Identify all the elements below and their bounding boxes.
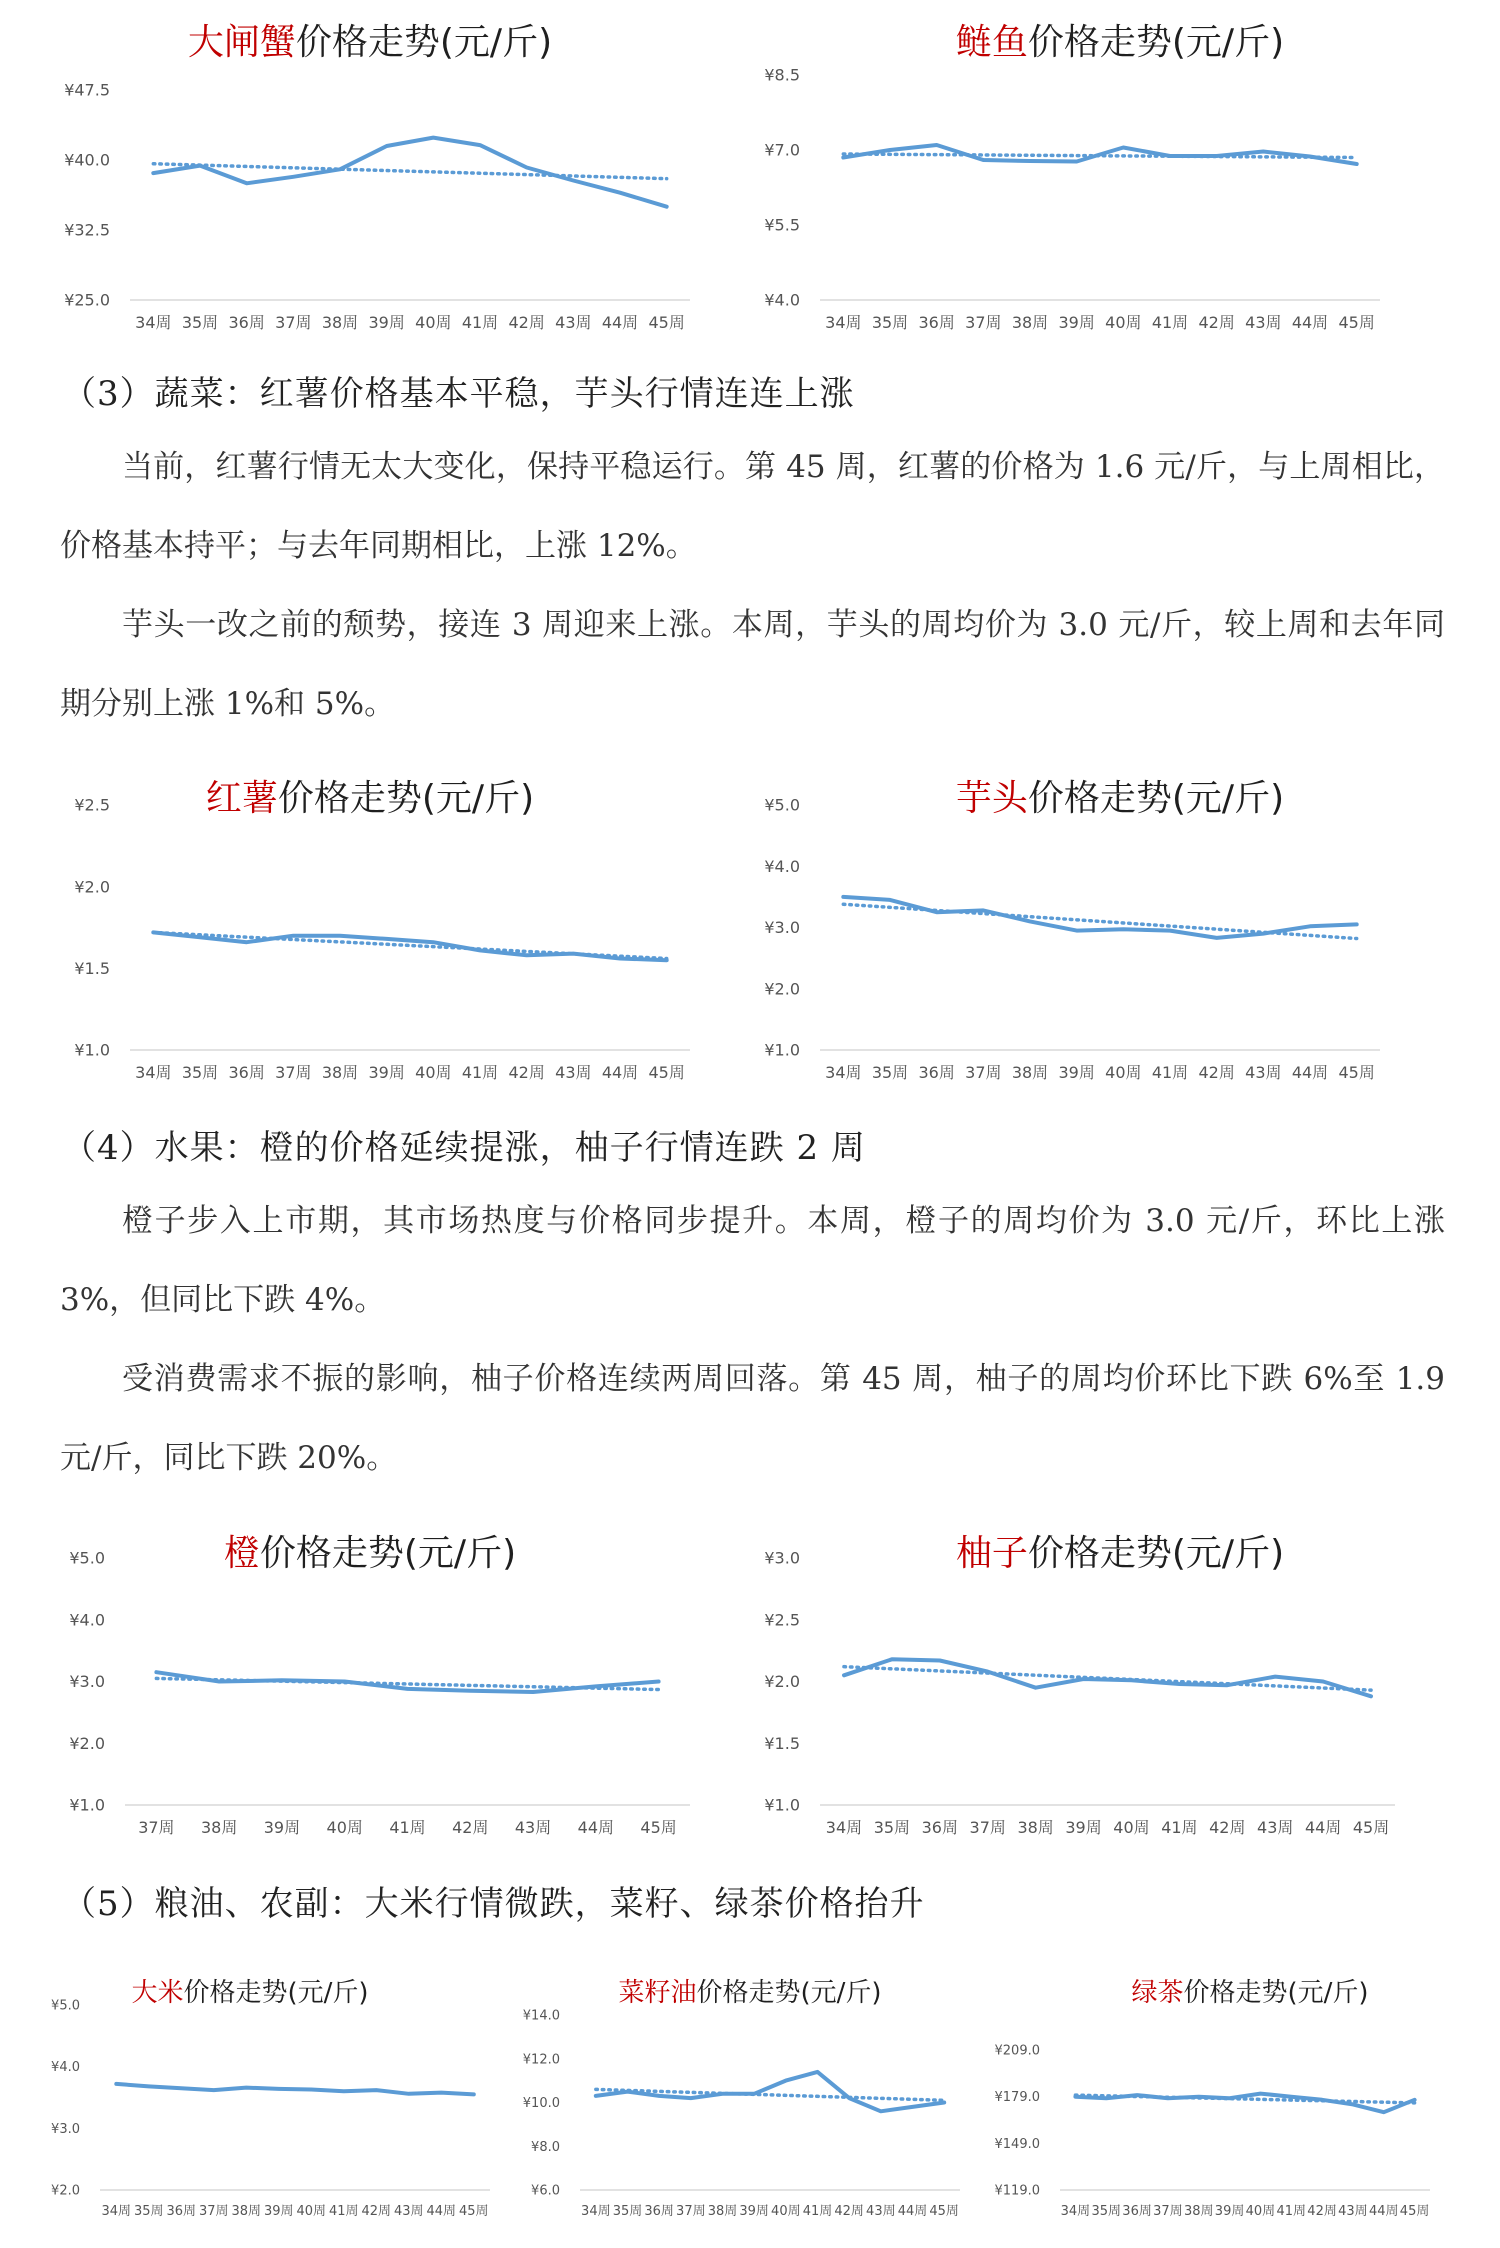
x-tick-label: 45周 bbox=[648, 313, 685, 332]
y-tick-label: ¥5.0 bbox=[51, 1998, 80, 2014]
x-tick-label: 40周 bbox=[1105, 313, 1142, 332]
x-tick-label: 38周 bbox=[1011, 313, 1049, 332]
x-tick-label: 34周 bbox=[825, 1063, 862, 1082]
y-tick-label: ¥3.0 bbox=[764, 1548, 800, 1568]
x-tick-label: 36周 bbox=[918, 313, 955, 332]
paragraph-pomelo: 受消费需求不振的影响，柚子价格连续两周回落。第 45 周，柚子的周均价环比下跌 6%至 1.9 元/斤，同比下跌 20%。 bbox=[60, 1361, 1445, 1476]
y-tick-label: ¥5.0 bbox=[69, 1548, 105, 1568]
y-tick-label: ¥3.0 bbox=[69, 1672, 105, 1692]
x-tick-label: 39周 bbox=[1058, 313, 1095, 332]
x-tick-label: 43周 bbox=[1245, 313, 1282, 332]
x-tick-label: 42周 bbox=[1198, 1063, 1235, 1082]
x-tick-label: 37周 bbox=[138, 1818, 175, 1837]
y-tick-label: ¥2.0 bbox=[51, 2183, 80, 2199]
y-tick-label: ¥3.0 bbox=[764, 918, 800, 938]
series-line bbox=[153, 138, 666, 207]
chart-title-rest: 价格走势(元/斤) bbox=[259, 1533, 517, 1574]
y-tick-label: ¥1.0 bbox=[69, 1795, 105, 1815]
x-tick-label: 45周 bbox=[1338, 1063, 1375, 1082]
x-tick-label: 41周 bbox=[1161, 1818, 1198, 1837]
x-tick-label: 45周 bbox=[458, 2204, 489, 2219]
y-tick-label: ¥4.0 bbox=[764, 290, 800, 310]
chart-title-rest: 价格走势(元/斤) bbox=[295, 22, 553, 63]
x-tick-label: 34周 bbox=[101, 2204, 132, 2219]
x-tick-label: 40周 bbox=[1113, 1818, 1150, 1837]
x-tick-label: 34周 bbox=[135, 1063, 172, 1082]
x-tick-label: 41周 bbox=[802, 2204, 833, 2219]
series-line bbox=[156, 1672, 658, 1692]
x-tick-label: 45周 bbox=[648, 1063, 685, 1082]
x-tick-label: 37周 bbox=[965, 1063, 1002, 1082]
x-tick-label: 38周 bbox=[321, 1063, 359, 1082]
y-tick-label: ¥3.0 bbox=[51, 2121, 80, 2137]
chart-title-rest: 价格走势(元/斤) bbox=[1027, 22, 1285, 63]
chart-title-highlight: 菜籽油 bbox=[618, 1978, 697, 2008]
y-tick-label: ¥5.0 bbox=[764, 795, 800, 815]
x-tick-label: 35周 bbox=[871, 1063, 909, 1082]
x-tick-label: 40周 bbox=[296, 2204, 327, 2219]
x-tick-label: 38周 bbox=[200, 1818, 238, 1837]
x-tick-label: 35周 bbox=[181, 1063, 219, 1082]
chart-title-rest: 价格走势(元/斤) bbox=[696, 1978, 882, 2008]
paragraph-taro: 芋头一改之前的颓势，接连 3 周迎来上涨。本周，芋头的周均价为 3.0 元/斤，较上周和去年同期分别上涨 1%和 5%。 bbox=[60, 607, 1445, 722]
y-tick-label: ¥14.0 bbox=[522, 2008, 560, 2024]
y-tick-label: ¥10.0 bbox=[522, 2096, 560, 2112]
x-tick-label: 39周 bbox=[1065, 1818, 1102, 1837]
x-tick-label: 43周 bbox=[1257, 1818, 1294, 1837]
y-tick-label: ¥2.0 bbox=[74, 877, 110, 897]
y-tick-label: ¥1.0 bbox=[764, 1040, 800, 1060]
x-tick-label: 44周 bbox=[601, 1063, 639, 1082]
x-tick-label: 44周 bbox=[897, 2204, 928, 2219]
chart-title-highlight: 红薯 bbox=[205, 778, 278, 819]
chart-title bbox=[1000, 1972, 1500, 2009]
x-tick-label: 39周 bbox=[739, 2204, 769, 2219]
x-tick-label: 38周 bbox=[321, 313, 359, 332]
x-tick-label: 43周 bbox=[555, 1063, 592, 1082]
x-tick-label: 34周 bbox=[825, 313, 862, 332]
x-tick-label: 36周 bbox=[228, 1063, 265, 1082]
x-tick-label: 43周 bbox=[1245, 1063, 1282, 1082]
chart-green-tea bbox=[994, 1960, 1500, 2248]
x-tick-label: 37周 bbox=[969, 1818, 1006, 1837]
x-tick-label: 41周 bbox=[328, 2204, 359, 2219]
x-tick-label: 41周 bbox=[1276, 2204, 1307, 2219]
x-tick-label: 35周 bbox=[1091, 2204, 1122, 2219]
chart-pomelo bbox=[740, 1510, 1500, 1855]
chart-title bbox=[0, 1972, 500, 2009]
x-tick-label: 38周 bbox=[1011, 1063, 1049, 1082]
chart-orange bbox=[0, 1510, 740, 1855]
x-tick-label: 42周 bbox=[361, 2204, 392, 2219]
series-line bbox=[843, 897, 1356, 938]
y-tick-label: ¥2.0 bbox=[764, 979, 800, 999]
heading-fruits: （4）水果：橙的价格延续提涨，柚子行情连跌 2 周 bbox=[62, 1128, 866, 1168]
x-tick-label: 45周 bbox=[1399, 2204, 1430, 2219]
chart-title bbox=[740, 1525, 1500, 1576]
x-tick-label: 39周 bbox=[368, 1063, 405, 1082]
y-tick-label: ¥119.0 bbox=[994, 2183, 1040, 2199]
chart-title-highlight: 柚子 bbox=[955, 1533, 1028, 1574]
y-tick-label: ¥5.5 bbox=[764, 215, 800, 235]
x-tick-label: 36周 bbox=[228, 313, 265, 332]
x-tick-label: 40周 bbox=[1245, 2204, 1276, 2219]
chart-title-highlight: 大闸蟹 bbox=[187, 22, 296, 63]
x-tick-label: 39周 bbox=[1214, 2204, 1245, 2219]
x-tick-label: 41周 bbox=[461, 313, 499, 332]
y-tick-label: ¥7.0 bbox=[764, 140, 800, 160]
paragraph-sweet-potato: 当前，红薯行情无太大变化，保持平稳运行。第 45 周，红薯的价格为 1.6 元/斤，与上周相比，价格基本持平；与去年同期相比，上涨 12%。 bbox=[60, 449, 1445, 564]
x-tick-label: 42周 bbox=[452, 1818, 489, 1837]
x-tick-label: 37周 bbox=[275, 1063, 312, 1082]
x-tick-label: 37周 bbox=[965, 313, 1002, 332]
x-tick-label: 37周 bbox=[198, 2204, 229, 2219]
y-tick-label: ¥1.5 bbox=[764, 1733, 800, 1753]
chart-title-rest: 价格走势(元/斤) bbox=[1183, 1978, 1369, 2008]
chart-title-rest: 价格走势(元/斤) bbox=[1027, 778, 1285, 819]
y-tick-label: ¥1.0 bbox=[74, 1040, 110, 1060]
chart-rapeseed-oil bbox=[500, 1960, 1000, 2248]
x-tick-label: 37周 bbox=[1153, 2204, 1183, 2219]
x-tick-label: 35周 bbox=[871, 313, 909, 332]
y-tick-label: ¥4.0 bbox=[69, 1610, 105, 1630]
chart-silver-carp bbox=[740, 0, 1500, 345]
x-tick-label: 35周 bbox=[612, 2204, 643, 2219]
x-tick-label: 44周 bbox=[1304, 1818, 1342, 1837]
y-tick-label: ¥32.5 bbox=[64, 220, 110, 240]
x-tick-label: 44周 bbox=[426, 2204, 457, 2219]
x-tick-label: 43周 bbox=[393, 2204, 424, 2219]
x-tick-label: 36周 bbox=[918, 1063, 955, 1082]
chart-title bbox=[0, 14, 740, 65]
x-tick-label: 40周 bbox=[326, 1818, 363, 1837]
chart-title-rest: 价格走势(元/斤) bbox=[277, 778, 535, 819]
y-tick-label: ¥4.0 bbox=[51, 2060, 80, 2076]
y-tick-label: ¥40.0 bbox=[64, 150, 110, 170]
x-tick-label: 36周 bbox=[1122, 2204, 1152, 2219]
y-tick-label: ¥179.0 bbox=[994, 2090, 1040, 2106]
series-line bbox=[844, 1659, 1371, 1696]
heading-vegetables: （3）蔬菜：红薯价格基本平稳，芋头行情连连上涨 bbox=[62, 374, 855, 414]
chart-crab bbox=[0, 0, 740, 345]
x-tick-label: 45周 bbox=[640, 1818, 677, 1837]
x-tick-label: 43周 bbox=[1338, 2204, 1368, 2219]
chart-title-highlight: 绿茶 bbox=[1131, 1978, 1184, 2008]
x-tick-label: 40周 bbox=[415, 1063, 452, 1082]
x-tick-label: 45周 bbox=[1352, 1818, 1390, 1837]
x-tick-label: 35周 bbox=[181, 313, 219, 332]
x-tick-label: 37周 bbox=[275, 313, 312, 332]
x-tick-label: 34周 bbox=[581, 2204, 611, 2219]
chart-title-highlight: 橙 bbox=[223, 1533, 260, 1574]
heading-grain: （5）粮油、农副：大米行情微跌，菜籽、绿茶价格抬升 bbox=[62, 1884, 925, 1924]
chart-title bbox=[500, 1972, 1000, 2009]
x-tick-label: 44周 bbox=[1368, 2204, 1399, 2219]
chart-title bbox=[740, 14, 1500, 65]
x-tick-label: 44周 bbox=[577, 1818, 615, 1837]
chart-sweet-potato bbox=[0, 755, 740, 1100]
x-tick-label: 44周 bbox=[1291, 313, 1329, 332]
x-tick-label: 44周 bbox=[601, 313, 639, 332]
y-tick-label: ¥8.5 bbox=[764, 65, 800, 85]
y-tick-label: ¥1.0 bbox=[764, 1795, 800, 1815]
x-tick-label: 39周 bbox=[368, 313, 405, 332]
paragraph-orange: 橙子步入上市期，其市场热度与价格同步提升。本周，橙子的周均价为 3.0 元/斤，环比上涨 3%，但同比下跌 4%。 bbox=[60, 1203, 1445, 1318]
x-tick-label: 45周 bbox=[929, 2204, 959, 2219]
chart-rice bbox=[0, 1960, 500, 2248]
y-tick-label: ¥8.0 bbox=[531, 2139, 560, 2155]
y-tick-label: ¥25.0 bbox=[64, 290, 110, 310]
x-tick-label: 42周 bbox=[508, 1063, 545, 1082]
x-tick-label: 35周 bbox=[133, 2204, 164, 2219]
chart-taro bbox=[740, 755, 1500, 1100]
chart-title bbox=[0, 1525, 740, 1576]
x-tick-label: 39周 bbox=[1058, 1063, 1095, 1082]
x-tick-label: 42周 bbox=[1198, 313, 1235, 332]
x-tick-label: 40周 bbox=[771, 2204, 801, 2219]
y-tick-label: ¥209.0 bbox=[994, 2043, 1040, 2059]
y-tick-label: ¥1.5 bbox=[74, 958, 110, 978]
x-tick-label: 40周 bbox=[1105, 1063, 1142, 1082]
chart-title-highlight: 芋头 bbox=[955, 778, 1028, 819]
x-tick-label: 38周 bbox=[1183, 2204, 1214, 2219]
y-tick-label: ¥2.5 bbox=[764, 1610, 800, 1630]
y-tick-label: ¥47.5 bbox=[64, 80, 110, 100]
x-tick-label: 41周 bbox=[1151, 1063, 1189, 1082]
x-tick-label: 39周 bbox=[263, 1818, 301, 1837]
x-tick-label: 36周 bbox=[644, 2204, 674, 2219]
x-tick-label: 34周 bbox=[1060, 2204, 1091, 2219]
x-tick-label: 36周 bbox=[166, 2204, 197, 2219]
x-tick-label: 39周 bbox=[263, 2204, 294, 2219]
x-tick-label: 44周 bbox=[1291, 1063, 1329, 1082]
x-tick-label: 37周 bbox=[676, 2204, 706, 2219]
series-line bbox=[116, 2084, 474, 2095]
x-tick-label: 38周 bbox=[707, 2204, 738, 2219]
y-tick-label: ¥12.0 bbox=[522, 2052, 560, 2068]
x-tick-label: 42周 bbox=[508, 313, 545, 332]
x-tick-label: 34周 bbox=[135, 313, 172, 332]
x-tick-label: 38周 bbox=[231, 2204, 262, 2219]
x-tick-label: 35周 bbox=[873, 1818, 911, 1837]
x-tick-label: 41周 bbox=[1151, 313, 1189, 332]
x-tick-label: 34周 bbox=[825, 1818, 863, 1837]
y-tick-label: ¥6.0 bbox=[531, 2183, 560, 2199]
chart-title-rest: 价格走势(元/斤) bbox=[183, 1978, 369, 2008]
x-tick-label: 38周 bbox=[1017, 1818, 1054, 1837]
x-tick-label: 42周 bbox=[834, 2204, 864, 2219]
chart-title-rest: 价格走势(元/斤) bbox=[1027, 1533, 1285, 1574]
x-tick-label: 40周 bbox=[415, 313, 452, 332]
x-tick-label: 43周 bbox=[866, 2204, 896, 2219]
y-tick-label: ¥2.0 bbox=[764, 1672, 800, 1692]
y-tick-label: ¥4.0 bbox=[764, 856, 800, 876]
x-tick-label: 45周 bbox=[1338, 313, 1375, 332]
x-tick-label: 36周 bbox=[921, 1818, 958, 1837]
x-tick-label: 43周 bbox=[555, 313, 592, 332]
y-tick-label: ¥2.0 bbox=[69, 1733, 105, 1753]
chart-title bbox=[740, 770, 1500, 821]
y-tick-label: ¥149.0 bbox=[994, 2136, 1040, 2152]
y-tick-label: ¥2.5 bbox=[74, 795, 110, 815]
x-tick-label: 42周 bbox=[1307, 2204, 1337, 2219]
x-tick-label: 41周 bbox=[389, 1818, 426, 1837]
chart-title-highlight: 鲢鱼 bbox=[955, 22, 1028, 63]
x-tick-label: 41周 bbox=[461, 1063, 499, 1082]
x-tick-label: 42周 bbox=[1209, 1818, 1246, 1837]
x-tick-label: 43周 bbox=[514, 1818, 552, 1837]
chart-title-highlight: 大米 bbox=[131, 1978, 184, 2008]
chart-title bbox=[0, 770, 740, 821]
